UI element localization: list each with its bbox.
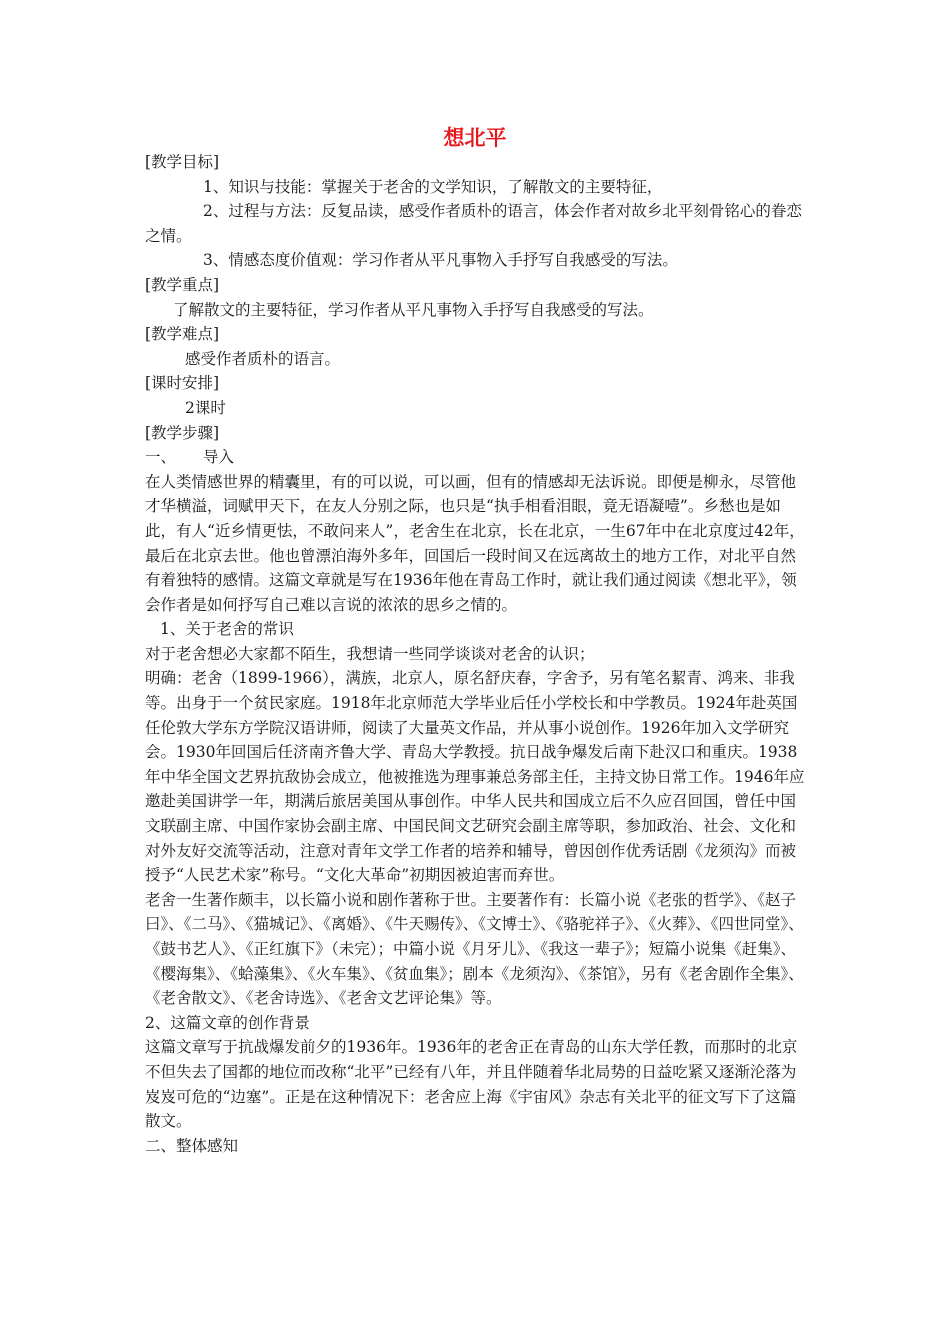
objective-attitude: 3、情感态度价值观：学习作者从平凡事物入手抒写自我感受的写法。 [203, 251, 678, 270]
subheading-background: 2、这篇文章的创作背景 [145, 1013, 310, 1032]
step-one-heading [145, 445, 810, 470]
objective-process: 2、过程与方法：反复品读，感受作者质朴的语言，体会作者对故乡北平刻骨铭心的眷恋之情。 [145, 202, 802, 245]
step-one-title: 导入 [203, 448, 235, 467]
section-heading-objectives: [教学目标] [145, 153, 220, 171]
laoshe-biography: 明确：老舍（1899-1966），满族，北京人，原名舒庆春，字舍予，另有笔名絜青、鸿来、非我等。出身于一个贫民家庭。1918年北京师范大学毕业后任小学校长和中学教员。1924年赴英国任伦敦大学东方学院汉语讲师，阅读了大量英文作品，并从事小说创作。1926年加入文学研究会。1930年回国后任济南齐鲁大学、青岛大学教授。抗日战争爆发后南下赴汉口和重庆。1938年中华全国文艺界抗敌协会成立，他被推选为理事兼总务部主任，主持文协日常工作。1946年应邀赴美国讲学一年，期满后旅居美国从事创作。中华人民共和国成立后不久应召回国，曾任中国文联副主席、中国作家协会副主席、中国民间文艺研究会副主席等职，参加政治、社会、文化和对外友好交流等活动，注意对青年文学工作者的培养和辅导，曾因创作优秀话剧《龙须沟》而被授予“人民艺术家”称号。“文化大革命”初期因被迫害而弃世。 [145, 669, 805, 885]
intro-paragraph: 在人类情感世界的精囊里，有的可以说，可以画，但有的情感却无法诉说。即便是柳永，尽管他才华横溢，词赋甲天下，在友人分别之际，也只是“执手相看泪眼，竟无语凝噎”。乡愁也是如此，有人“近乡情更怯，不敢问来人”，老舍生在北京，长在北京，一生67年中在北京度过42年，最后在北京去世。他也曾漂泊海外多年，回国后一段时间又在远离故土的地方工作，对北平自然有着独特的感情。这篇文章就是写在1936年他在青岛工作时，就让我们通过阅读《想北平》，领会作者是如何抒写自己难以言说的浓浓的思乡之情的。 [145, 472, 805, 614]
step-one-number: 一、 [145, 448, 177, 467]
section-heading-difficulties: [教学难点] [145, 325, 220, 344]
step-two-heading: 二、整体感知 [145, 1136, 239, 1155]
laoshe-works: 老舍一生著作颇丰，以长篇小说和剧作著称于世。主要著作有：长篇小说《老张的哲学》、《赵子曰》、《二马》、《猫城记》、《离婚》、《牛天赐传》、《文博士》、《骆驼祥子》、《火葬》、《四世同堂》、《鼓书艺人》、《正红旗下》（未完）；中篇小说《月牙儿》、《我这一辈子》；短篇小说集《赶集》、《樱海集》、《蛤藻集》、《火车集》、《贫血集》；剧本《龙须沟》、《茶馆》，另有《老舍剧作全集》、《老舍散文》、《老舍诗选》、《老舍文艺评论集》等。 [145, 890, 804, 1008]
laoshe-question: 对于老舍想必大家都不陌生，我想请一些同学谈谈对老舍的认识； [145, 644, 595, 663]
objective-knowledge: 1、知识与技能：掌握关于老舍的文学知识，了解散文的主要特征， [203, 177, 663, 196]
section-heading-key-points: [教学重点] [145, 275, 220, 294]
difficulties-text: 感受作者质朴的语言。 [185, 349, 341, 368]
document-title: 想北平 [443, 126, 507, 150]
subheading-laoshe-knowledge: 1、关于老舍的常识 [160, 620, 294, 639]
section-heading-steps: [教学步骤] [145, 423, 220, 442]
background-text: 这篇文章写于抗战爆发前夕的1936年。1936年的老舍正在青岛的山东大学任教，而那时的北京不但失去了国都的地位而改称“北平”已经有八年，并且伴随着华北局势的日益吃紧又逐渐沦落为岌岌可危的“边塞”。正是在这种情况下：老舍应上海《宇宙风》杂志有关北平的征文写下了这篇散文。 [145, 1038, 798, 1131]
section-heading-schedule: [课时安排] [145, 374, 220, 393]
document-body [145, 150, 810, 1158]
key-points-text: 了解散文的主要特征，学习作者从平凡事物入手抒写自我感受的写法。 [173, 300, 654, 319]
schedule-text: 2课时 [185, 398, 226, 417]
